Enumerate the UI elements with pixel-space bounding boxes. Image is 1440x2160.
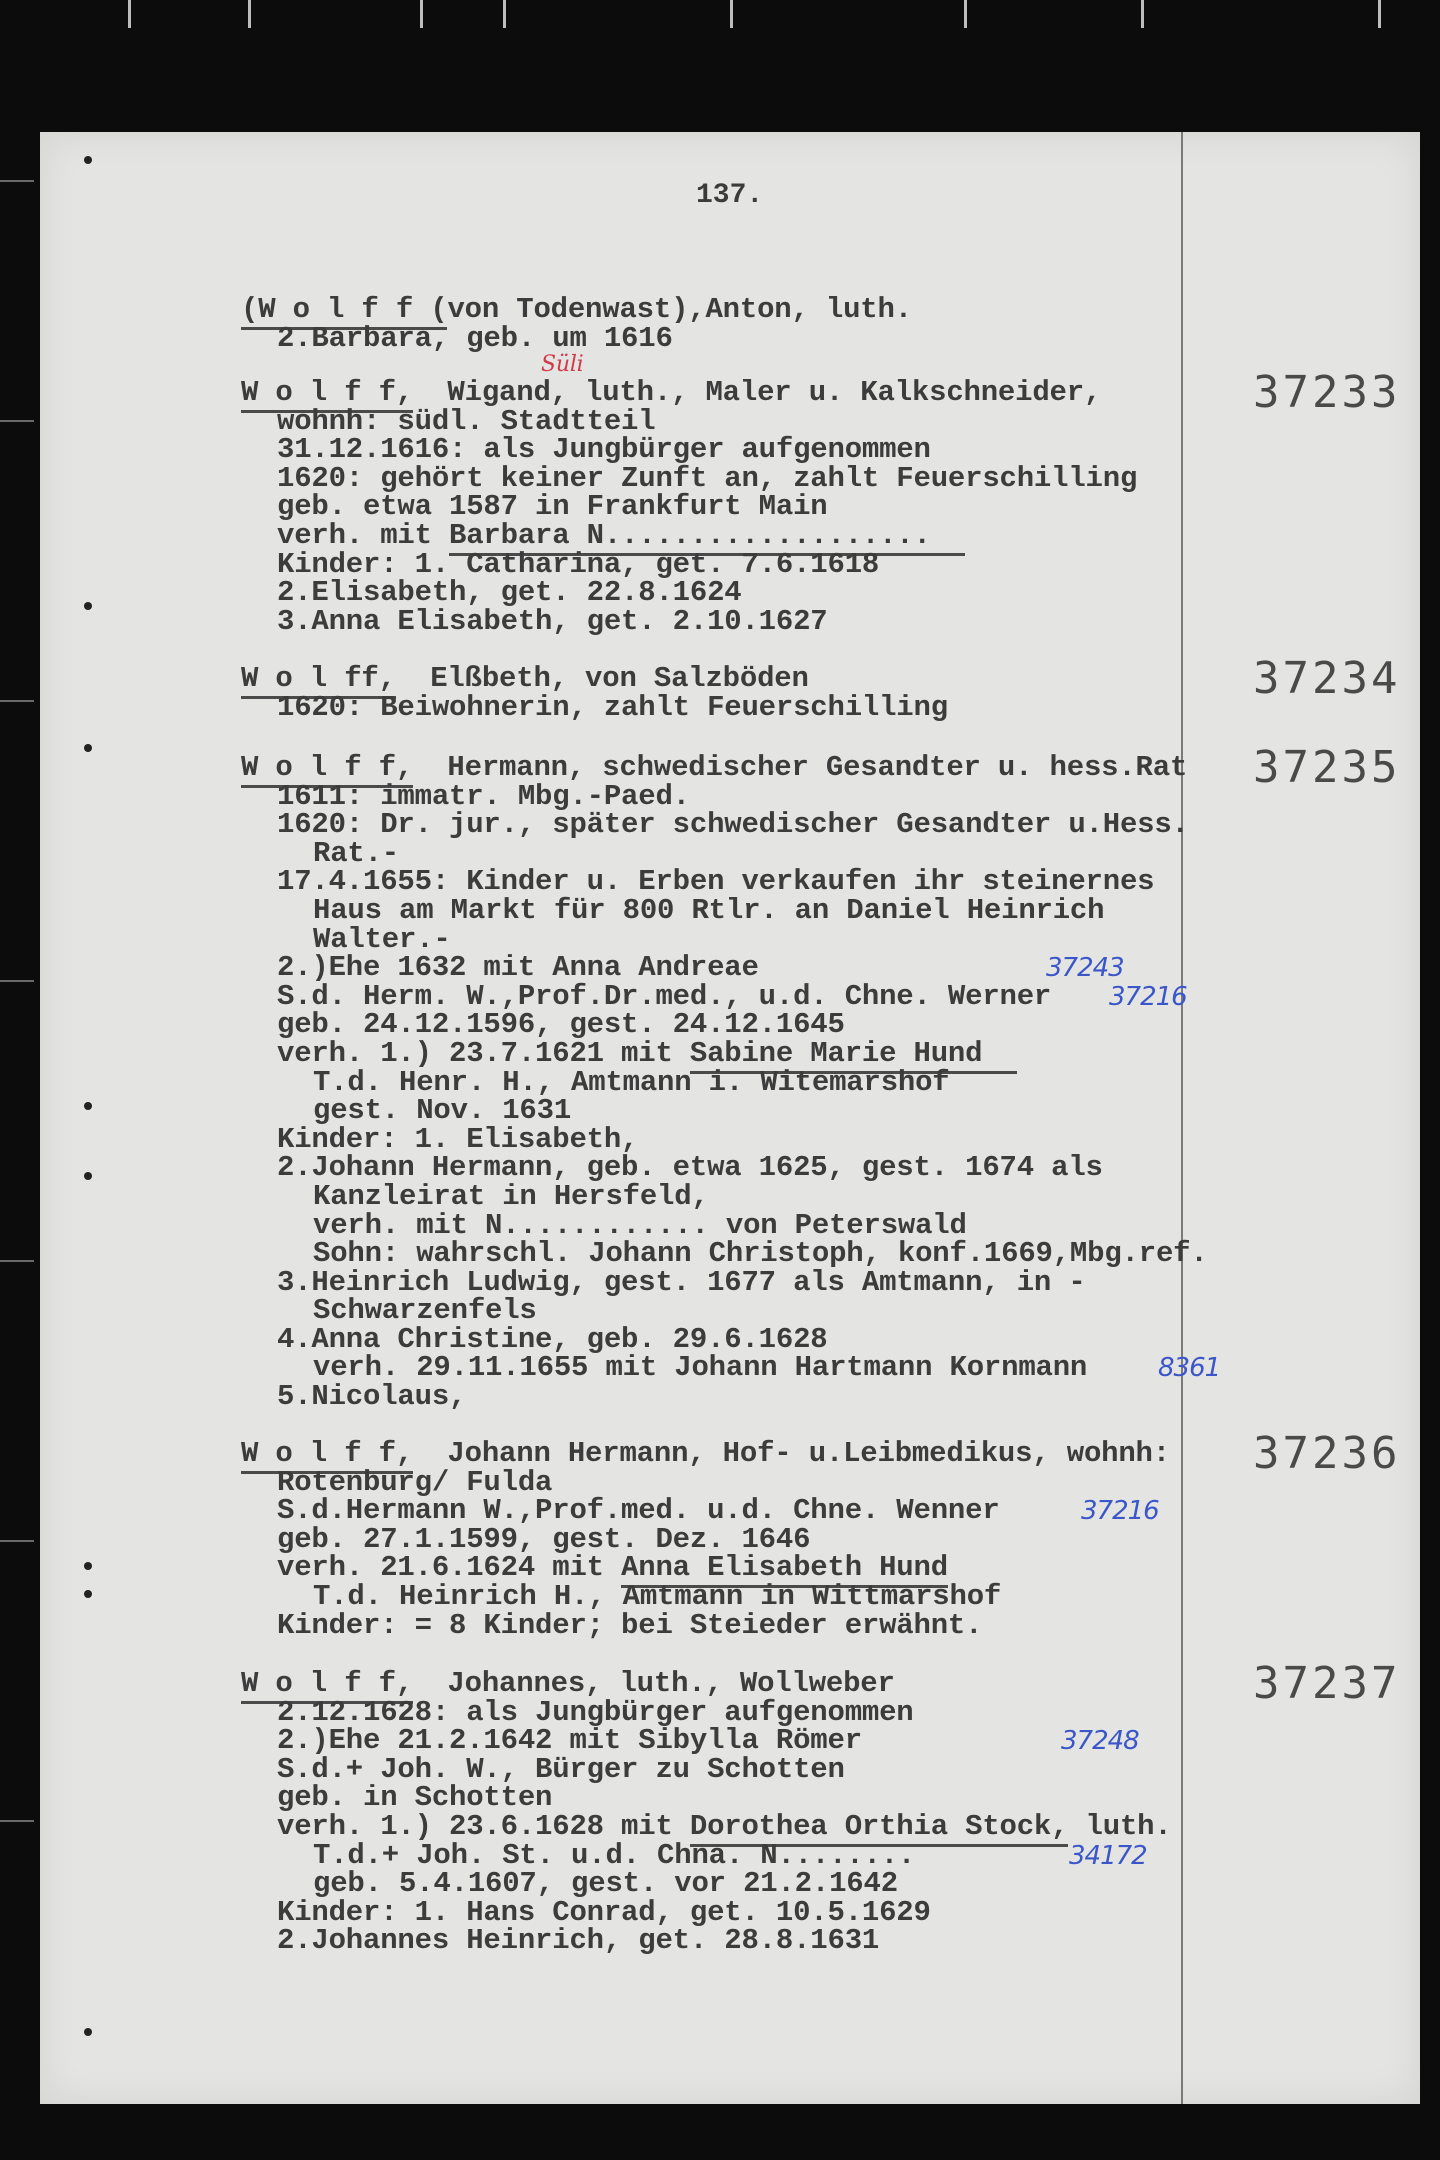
page-number: 137. xyxy=(696,180,764,211)
handwritten-reference-number: 8361 xyxy=(1158,1353,1221,1384)
text-segment: Sohn: wahrschl. Johann Christoph, konf.1669,Mbg.ref. xyxy=(313,1237,1208,1271)
entry-text-line xyxy=(241,951,1124,985)
underlined-name: Dorothea Orthia Stock, xyxy=(690,1810,1068,1847)
text-segment: von Todenwast),Anton, luth. xyxy=(447,293,912,326)
ruler-tick xyxy=(248,0,251,28)
entry-text-line xyxy=(241,490,828,524)
entry-text-line xyxy=(241,321,673,377)
entry-text-line xyxy=(241,893,1105,927)
entry-heading-line xyxy=(241,376,1102,409)
punch-hole xyxy=(84,744,92,752)
entry-text-line xyxy=(241,1294,537,1328)
entry-text-line xyxy=(241,836,400,870)
genealogy-entry xyxy=(241,742,1401,1414)
entry-text-line xyxy=(241,461,1138,495)
entry-text-line xyxy=(241,1608,983,1642)
entry-text-line xyxy=(241,922,451,956)
entry-number: 37236 xyxy=(1253,1428,1401,1479)
text-segment: Haus am Markt für 800 Rtlr. an Daniel Heinrich xyxy=(313,893,1105,927)
text-segment: 1620: Dr. jur., später schwedischer Gesandter u.Hess. xyxy=(277,808,1189,842)
ruler-tick xyxy=(1378,0,1381,28)
edge-mark xyxy=(0,1820,34,1822)
entry-text-line xyxy=(241,1809,1172,1843)
entry-text-line xyxy=(241,518,966,552)
text-segment: Wigand, luth., Maler u. Kalkschneider, xyxy=(413,376,1102,409)
text-segment: Kinder: 1. Elisabeth, xyxy=(277,1122,639,1156)
handwritten-reference-number: 37243 xyxy=(1046,953,1124,984)
text-segment: T.d.+ Joh. St. u.d. Chna. N........ xyxy=(313,1838,916,1872)
text-segment: geb. in Schotten xyxy=(277,1781,553,1815)
entry-text-line xyxy=(241,576,742,610)
text-segment: Johann Hermann, Hof- u.Leibmedikus, wohnh: xyxy=(413,1437,1170,1470)
underlined-name: Sabine Marie Hund xyxy=(690,1037,1017,1074)
entry-number: 37234 xyxy=(1253,653,1401,704)
handwritten-reference-number: 34172 xyxy=(1069,1840,1147,1871)
entry-text-line xyxy=(241,1380,467,1414)
punch-hole xyxy=(84,1590,92,1598)
ruler-tick xyxy=(964,0,967,28)
punch-hole xyxy=(84,156,92,164)
entry-heading-line xyxy=(241,293,912,326)
text-segment: geb. etwa 1587 in Frankfurt Main xyxy=(277,490,828,524)
ruler-tick xyxy=(730,0,733,28)
text-segment: 2.)Ehe 1632 mit Anna Andreae xyxy=(277,951,759,985)
text-segment: 3.Heinrich Ludwig, gest. 1677 als Amtmann, in - xyxy=(277,1265,1086,1299)
text-segment: verh. 21.6.1624 mit xyxy=(277,1551,622,1585)
entry-text-line xyxy=(241,779,690,813)
text-segment: wohnh: südl. Stadtteil xyxy=(277,404,656,438)
underlined-name: Anna Elisabeth Hund xyxy=(621,1551,948,1588)
text-segment: 2.Johann Hermann, geb. etwa 1625, gest. 1674 als xyxy=(277,1151,1103,1185)
text-segment: T.d. Heinrich H., Amtmann in Wittmarshof xyxy=(313,1579,1002,1613)
text-segment: Kinder: 1. Hans Conrad, get. 10.5.1629 xyxy=(277,1895,931,1929)
text-segment: Rotenburg/ Fulda xyxy=(277,1465,553,1499)
text-segment: 17.4.1655: Kinder u. Erben verkaufen ihr steinernes xyxy=(277,865,1155,899)
entry-text-line xyxy=(241,1036,1017,1070)
entry-heading-line xyxy=(241,1437,1170,1470)
text-segment: 1620: gehört keiner Zunft an, zahlt Feuerschilling xyxy=(277,461,1138,495)
text-segment: geb. 5.4.1607, gest. vor 21.2.1642 xyxy=(313,1867,898,1901)
entry-text-line xyxy=(241,1265,1086,1299)
text-segment: S.d.Hermann W.,Prof.med. u.d. Chne. Wenner xyxy=(277,1494,1000,1528)
entry-text-line xyxy=(241,1237,1208,1271)
text-segment: 2.Barbara, geb. um 1616 xyxy=(277,321,673,355)
entry-text-line xyxy=(241,979,1187,1013)
genealogy-entry xyxy=(241,293,1341,377)
entry-text-line xyxy=(241,1867,898,1901)
text-segment: Hermann, schwedischer Gesandter u. hess.Rat xyxy=(413,751,1188,784)
edge-mark xyxy=(0,980,34,982)
underlined-name: W o l f f, xyxy=(241,1667,413,1704)
edge-mark xyxy=(0,700,34,702)
text-segment: T.d. Henr. H., Amtmann i. Witemarshof xyxy=(313,1065,950,1099)
text-segment: verh. mit xyxy=(277,518,450,552)
entry-text-line xyxy=(241,1322,828,1356)
underlined-name: (W o l f f ( xyxy=(241,293,447,330)
text-segment: S.d.+ Joh. W., Bürger zu Schotten xyxy=(277,1752,845,1786)
text-segment: 5.Nicolaus, xyxy=(277,1380,467,1414)
entry-text-line xyxy=(241,1008,845,1042)
entry-number: 37237 xyxy=(1253,1658,1401,1709)
entry-text-line xyxy=(241,547,880,581)
edge-mark xyxy=(0,180,34,182)
entry-text-line xyxy=(241,1838,1147,1872)
entry-text-line xyxy=(241,1465,553,1499)
text-segment: Kanzleirat in Hersfeld, xyxy=(313,1179,709,1213)
entry-text-line xyxy=(241,1924,880,1958)
entry-text-line xyxy=(241,865,1155,899)
genealogy-entry xyxy=(241,1428,1401,1642)
entry-text-line xyxy=(241,1179,709,1213)
entry-text-line xyxy=(241,433,931,467)
text-segment: Rat.- xyxy=(313,836,400,870)
text-segment: gest. Nov. 1631 xyxy=(313,1094,572,1128)
underlined-name: W o l f f, xyxy=(241,1437,413,1474)
text-segment: 2.Johannes Heinrich, get. 28.8.1631 xyxy=(277,1924,880,1958)
entry-text-line xyxy=(241,1752,845,1786)
entry-text-line xyxy=(241,1122,639,1156)
entry-text-line xyxy=(241,1895,931,1929)
punch-hole xyxy=(84,2028,92,2036)
text-segment: 2.)Ehe 21.2.1642 mit Sibylla Römer xyxy=(277,1724,862,1758)
punch-hole xyxy=(84,602,92,610)
entry-text-line xyxy=(241,1351,1221,1385)
entry-heading-line xyxy=(241,662,809,695)
edge-mark xyxy=(0,1540,34,1542)
text-segment: verh. 29.11.1655 mit Johann Hartmann Kornmann xyxy=(313,1351,1088,1385)
entry-text-line xyxy=(241,1551,948,1585)
entry-number: 37235 xyxy=(1253,742,1401,793)
text-segment: 1611: immatr. Mbg.-Paed. xyxy=(277,779,690,813)
text-segment: 2.Elisabeth, get. 22.8.1624 xyxy=(277,576,742,610)
ruler-tick xyxy=(420,0,423,28)
entry-text-line xyxy=(241,1151,1103,1185)
text-segment: 3.Anna Elisabeth, get. 2.10.1627 xyxy=(277,604,828,638)
ruler-tick xyxy=(503,0,506,28)
entry-text-line xyxy=(241,690,948,724)
entry-text-line xyxy=(241,1579,1002,1613)
edge-mark xyxy=(0,1260,34,1262)
entry-text-line xyxy=(241,1522,811,1556)
text-segment: Kinder: 1. Catharina, get. 7.6.1618 xyxy=(277,547,880,581)
punch-hole xyxy=(84,1562,92,1570)
handwritten-reference-number: 37216 xyxy=(1109,981,1187,1012)
text-segment: Schwarzenfels xyxy=(313,1294,537,1328)
ruler-tick xyxy=(128,0,131,28)
punch-hole xyxy=(84,1172,92,1180)
entry-text-line xyxy=(241,808,1189,842)
text-segment: Johannes, luth., Wollweber xyxy=(413,1667,895,1700)
text-segment: geb. 27.1.1599, gest. Dez. 1646 xyxy=(277,1522,811,1556)
underlined-name: W o l f f, xyxy=(241,376,413,413)
handwritten-correction: Süli xyxy=(541,351,584,377)
entry-text-line xyxy=(241,1094,572,1128)
text-segment: S.d. Herm. W.,Prof.Dr.med., u.d. Chne. Werner xyxy=(277,979,1052,1013)
text-segment: 31.12.1616: als Jungbürger aufgenommen xyxy=(277,433,931,467)
entry-number: 37233 xyxy=(1253,367,1401,418)
text-segment: verh. 1.) 23.7.1621 mit xyxy=(277,1036,690,1070)
genealogy-entry xyxy=(241,367,1401,638)
text-segment: 2.12.1628: als Jungbürger aufgenommen xyxy=(277,1695,914,1729)
entry-text-line xyxy=(241,604,828,638)
entry-text-line xyxy=(241,404,656,438)
entry-heading-line xyxy=(241,1667,895,1700)
text-segment: verh. 1.) 23.6.1628 mit xyxy=(277,1809,690,1843)
underlined-name: Barbara N................... xyxy=(449,519,965,556)
entry-text-line xyxy=(241,1724,1139,1758)
handwritten-reference-number: 37248 xyxy=(1061,1726,1139,1757)
underlined-name: W o l ff, xyxy=(241,662,396,699)
text-segment: 1620: Beiwohnerin, zahlt Feuerschilling xyxy=(277,690,948,724)
text-segment: Elßbeth, von Salzböden xyxy=(395,662,809,695)
text-segment: geb. 24.12.1596, gest. 24.12.1645 xyxy=(277,1008,845,1042)
entry-text-line xyxy=(241,1695,914,1729)
entry-text-line xyxy=(241,1494,1159,1528)
entry-text-line xyxy=(241,1208,967,1242)
entry-heading-line xyxy=(241,751,1188,784)
ruler-tick xyxy=(1141,0,1144,28)
genealogy-entry xyxy=(241,1658,1401,1958)
document-page xyxy=(40,132,1420,2104)
text-segment: Kinder: = 8 Kinder; bei Steieder erwähnt. xyxy=(277,1608,983,1642)
text-segment: Walter.- xyxy=(313,922,451,956)
text-segment: verh. mit N............ von Peterswald xyxy=(313,1208,967,1242)
text-segment: 4.Anna Christine, geb. 29.6.1628 xyxy=(277,1322,828,1356)
underlined-name: W o l f f, xyxy=(241,751,413,788)
genealogy-entry xyxy=(241,653,1401,724)
punch-hole xyxy=(84,1102,92,1110)
edge-mark xyxy=(0,420,34,422)
entry-text-line xyxy=(241,1065,950,1099)
entry-text-line xyxy=(241,1781,553,1815)
text-segment: luth. xyxy=(1068,1809,1172,1843)
handwritten-reference-number: 37216 xyxy=(1081,1496,1159,1527)
